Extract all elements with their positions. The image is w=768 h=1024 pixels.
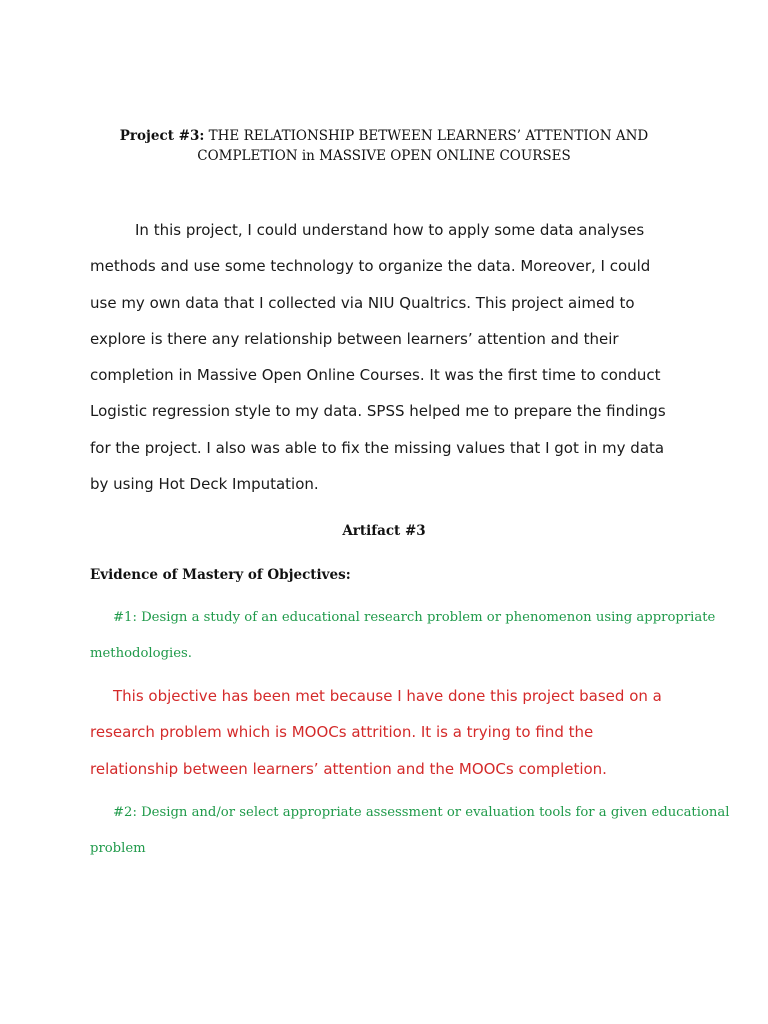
evidence-heading: Evidence of Mastery of Objectives:	[90, 567, 351, 583]
artifact-heading: Artifact #3	[342, 523, 426, 539]
objective-1-response	[90, 678, 662, 787]
paragraph-line: completion in Massive Open Online Courses. It was the first time to conduct	[90, 366, 661, 385]
objective-line: methodologies.	[90, 645, 193, 661]
paragraph-line: Logistic regression style to my data. SPSS helped me to prepare the findings	[90, 402, 666, 421]
paragraph-line: In this project, I could understand how to apply some data analyses	[135, 221, 645, 239]
title-line-1	[90, 126, 678, 146]
paragraph-line: methods and use some technology to organize the data. Moreover, I could	[90, 257, 651, 276]
paragraph-line: by using Hot Deck Imputation.	[90, 475, 319, 494]
objective-1	[90, 600, 715, 671]
response-line: relationship between learners’ attention and the MOOCs completion.	[90, 759, 607, 778]
project-title	[90, 126, 678, 166]
paragraph-line: for the project. I also was able to fix the missing values that I got in my data	[90, 438, 665, 457]
objective-line: problem	[90, 840, 146, 856]
objective-2	[90, 795, 729, 866]
objective-line: #1: Design a study of an educational research problem or phenomenon using appropriate	[113, 610, 716, 625]
response-line: This objective has been met because I have done this project based on a	[113, 687, 662, 705]
intro-paragraph	[90, 212, 666, 502]
response-line: research problem which is MOOCs attrition. It is a trying to find the	[90, 723, 594, 742]
title-line-1-text: THE RELATIONSHIP BETWEEN LEARNERS’ ATTENTION AND	[204, 128, 649, 144]
objective-line: #2: Design and/or select appropriate assessment or evaluation tools for a given educational	[113, 805, 730, 820]
paragraph-line: use my own data that I collected via NIU Qualtrics. This project aimed to	[90, 293, 635, 312]
title-project-label: Project #3:	[119, 128, 205, 144]
title-line-2: COMPLETION in MASSIVE OPEN ONLINE COURSES	[197, 148, 571, 164]
paragraph-line: explore is there any relationship between learners’ attention and their	[90, 329, 619, 348]
